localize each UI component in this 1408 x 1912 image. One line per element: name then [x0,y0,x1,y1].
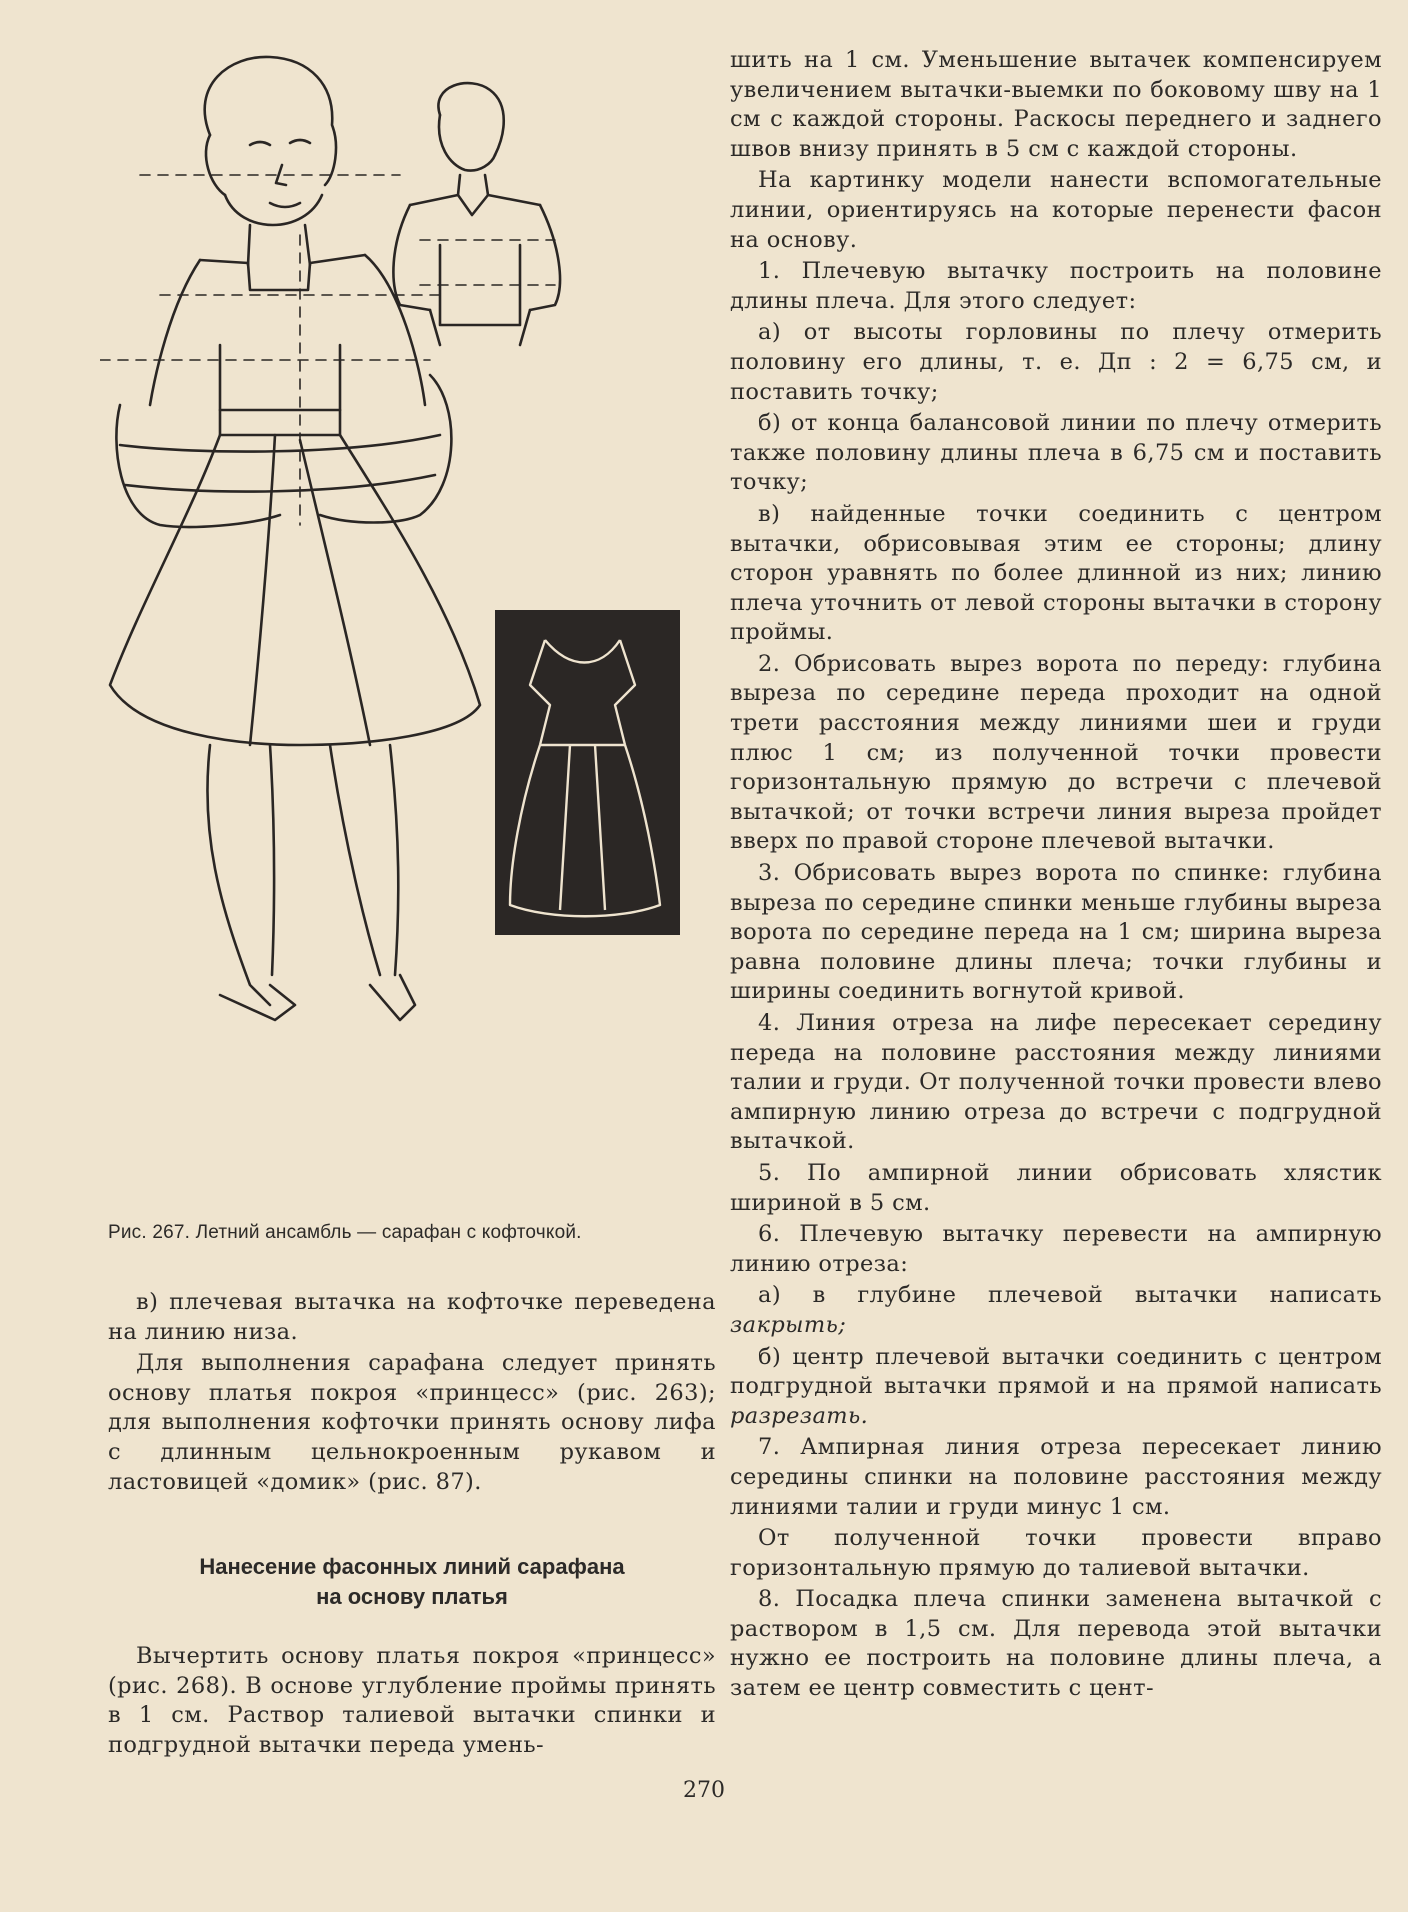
text: б) центр плечевой вытачки соединить с центром подгрудной вытачки прямой и на прямой написать [730,1343,1382,1400]
paragraph [730,1281,1382,1340]
paragraph: 2. Обрисовать вырез ворота по переду: глубина выреза по середине переда проходит на одной трети расстояния между линиями шеи и груди плюс 1 см; из полученной точки провести горизонтальную прямую до встречи с плечевой вытачкой; от точки встречи линия выреза пройдет вверх по правой стороне плечевой вытачки. [730,650,1382,855]
paragraph: От полученной точки провести вправо горизонтальную прямую до талиевой вытачки. [730,1525,1382,1581]
paragraph: шить на 1 см. Уменьшение вытачек компенсируем увеличением вытачки-выемки по боковому шву на 1 см с каждой стороны. Раскосы переднего и заднего швов внизу принять в 5 см с каждой стороны. [730,47,1382,162]
paragraph: а) от высоты горловины по плечу отмерить половину его длины, т. е. Дп : 2 = 6,75 см, и поставить точку; [730,319,1382,405]
paragraph: На картинку модели нанести вспомогательные линии, ориентируясь на которые перенести фасон на основу. [730,167,1382,253]
paragraph [730,1343,1382,1432]
paragraph: 8. Посадка плеча спинки заменена вытачкой с раствором в 1,5 см. Для перевода этой вытачки нужно ее построить на половине длины плеча, а затем ее центр совместить с цент- [730,1586,1382,1702]
left-column-top [108,1288,716,1497]
paragraph: Для выполнения сарафана следует принять основу платья покроя «принцесс» (рис. 263); для выполнения кофточки принять основу лифа с длинным цельнокроенным рукавом и ластовицей «домик» (рис. 87). [108,1350,716,1495]
italic-term: разрезать. [730,1402,869,1429]
fashion-illustration [100,45,700,1225]
paragraph: 7. Ампирная линия отреза пересекает линию середины спинки на половине расстояния между линиями талии и груди минус 1 см. [730,1434,1382,1520]
heading-line: на основу платья [316,1584,508,1609]
paragraph: 3. Обрисовать вырез ворота по спинке: глубина выреза по середине спинки меньше глубины выреза ворота по середине переда на 1 см; ширина выреза равна половине длины плеча; точки глубины и ширины соединить вогнутой кривой. [730,860,1382,1005]
paragraph: 1. Плечевую вытачку построить на половине длины плеча. Для этого следует: [730,258,1382,314]
left-column-bottom [108,1642,716,1760]
paragraph: 5. По ампирной линии обрисовать хлястик шириной в 5 см. [730,1159,1382,1216]
right-column [730,46,1382,1704]
italic-term: закрыть; [730,1311,847,1338]
paragraph: 6. Плечевую вытачку перевести на ампирную линию отреза: [730,1221,1382,1277]
paragraph: в) плечевая вытачка на кофточке переведена на линию низа. [108,1289,716,1345]
dress-drawing [100,45,700,1225]
paragraph: 4. Линия отреза на лифе пересекает середину переда на половине расстояния между линиями талии и груди. От полученной точки провести влево ампирную линию отреза до встречи с подгрудной вытачкой. [730,1010,1382,1155]
figure-caption: Рис. 267. Летний ансамбль — сарафан с кофточкой. [108,1222,582,1243]
paragraph: б) от конца балансовой линии по плечу отмерить также половину длины плеча в 6,75 см и поставить точку; [730,410,1382,496]
paragraph: в) найденные точки соединить с центром вытачки, обрисовывая этим ее стороны; длину сторон уравнять по более длинной из них; линию плеча уточнить от левой стороны вытачки в сторону проймы. [730,500,1382,646]
section-heading [108,1552,716,1612]
heading-line: Нанесение фасонных линий сарафана [199,1554,625,1579]
paragraph: Вычертить основу платья покроя «принцесс» (рис. 268). В основе углубление проймы принять в 1 см. Раствор талиевой вытачки спинки и подгрудной вытачки переда умень- [108,1643,716,1758]
page-number: 270 [683,1778,725,1803]
text: а) в глубине плечевой вытачки написать [758,1282,1382,1309]
